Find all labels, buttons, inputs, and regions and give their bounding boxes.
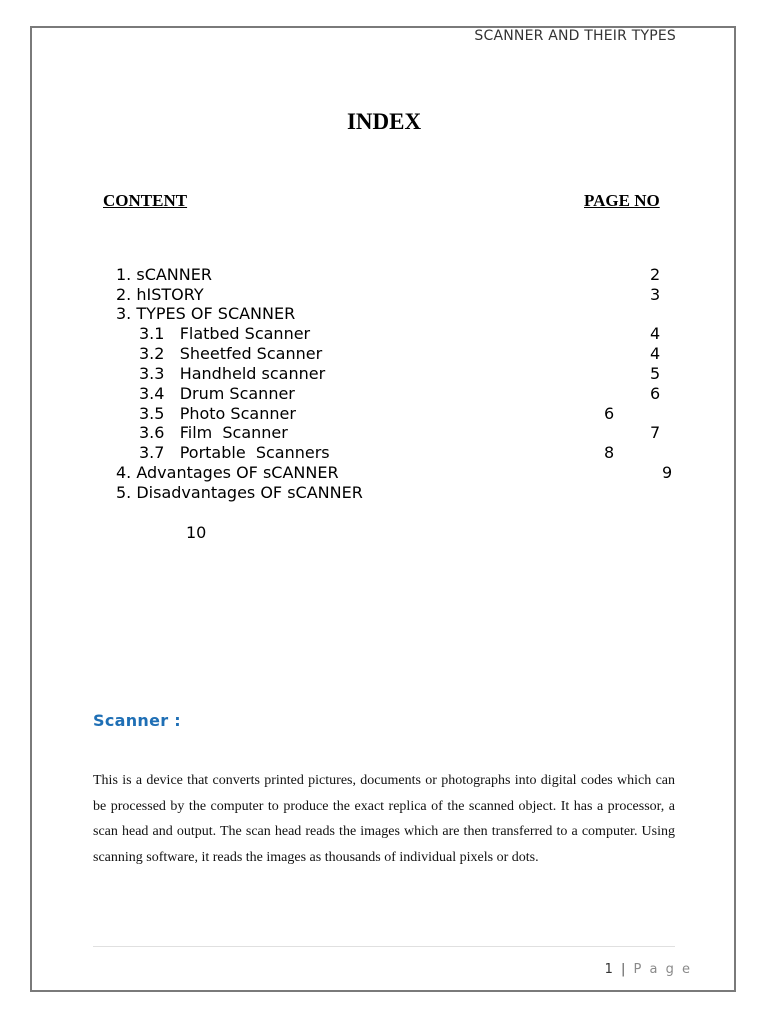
toc-entry-page: 7: [650, 423, 661, 442]
page-no-column-heading: PAGE NO: [584, 191, 660, 210]
toc-entry-label: 3.2 Sheetfed Scanner: [139, 344, 323, 363]
toc-entry-page: 4: [650, 344, 661, 363]
page-label: P a g e: [633, 962, 692, 977]
toc-entry-page: 9: [662, 463, 673, 482]
section-heading: Scanner :: [93, 711, 181, 730]
footer-separator: |: [621, 962, 628, 977]
toc-entry-label: 5. Disadvantages OF sCANNER: [116, 483, 363, 502]
toc-entry-label: 1. sCANNER: [116, 265, 212, 284]
toc-entry-label: 3.3 Handheld scanner: [139, 364, 326, 383]
toc-entry-label: 3.7 Portable Scanners: [139, 443, 330, 462]
toc-entry-page: 10: [186, 523, 207, 542]
body-paragraph: This is a device that converts printed pictures, documents or photographs into digital codes which can be processed by the computer to produce the exact replica of the scanned object. It has a processor, a scan head and output. The scan head reads the images which are then transferred to a computer. Using scanning software, it reads the images as thousands of individual pixels or dots.: [93, 773, 675, 865]
toc-entry-page: 2: [650, 265, 661, 284]
page-number: 1: [604, 962, 615, 977]
page-title: INDEX: [346, 109, 422, 134]
toc-entry-page: 3: [650, 285, 661, 304]
footer-divider: [93, 946, 675, 947]
toc-entry-page: 6: [650, 384, 661, 403]
toc-entry-page: 5: [650, 364, 661, 383]
toc-entry-page: 8: [604, 443, 615, 462]
running-header: SCANNER AND THEIR TYPES: [474, 28, 676, 44]
toc-entry-page: 6: [604, 404, 615, 423]
toc-entry-label: 3.1 Flatbed Scanner: [139, 324, 311, 343]
toc-entry-label: 2. hISTORY: [116, 285, 204, 304]
toc-entry-page: 4: [650, 324, 661, 343]
toc-entry-label: 3.4 Drum Scanner: [139, 384, 295, 403]
toc-entry-label: 3.6 Film Scanner: [139, 423, 288, 442]
content-column-heading: CONTENT: [103, 191, 188, 210]
toc-entry-label: 3. TYPES OF SCANNER: [116, 304, 296, 323]
page-footer: [605, 962, 692, 977]
toc-entry-label: 4. Advantages OF sCANNER: [116, 463, 339, 482]
toc-entry-label: 3.5 Photo Scanner: [139, 404, 296, 423]
